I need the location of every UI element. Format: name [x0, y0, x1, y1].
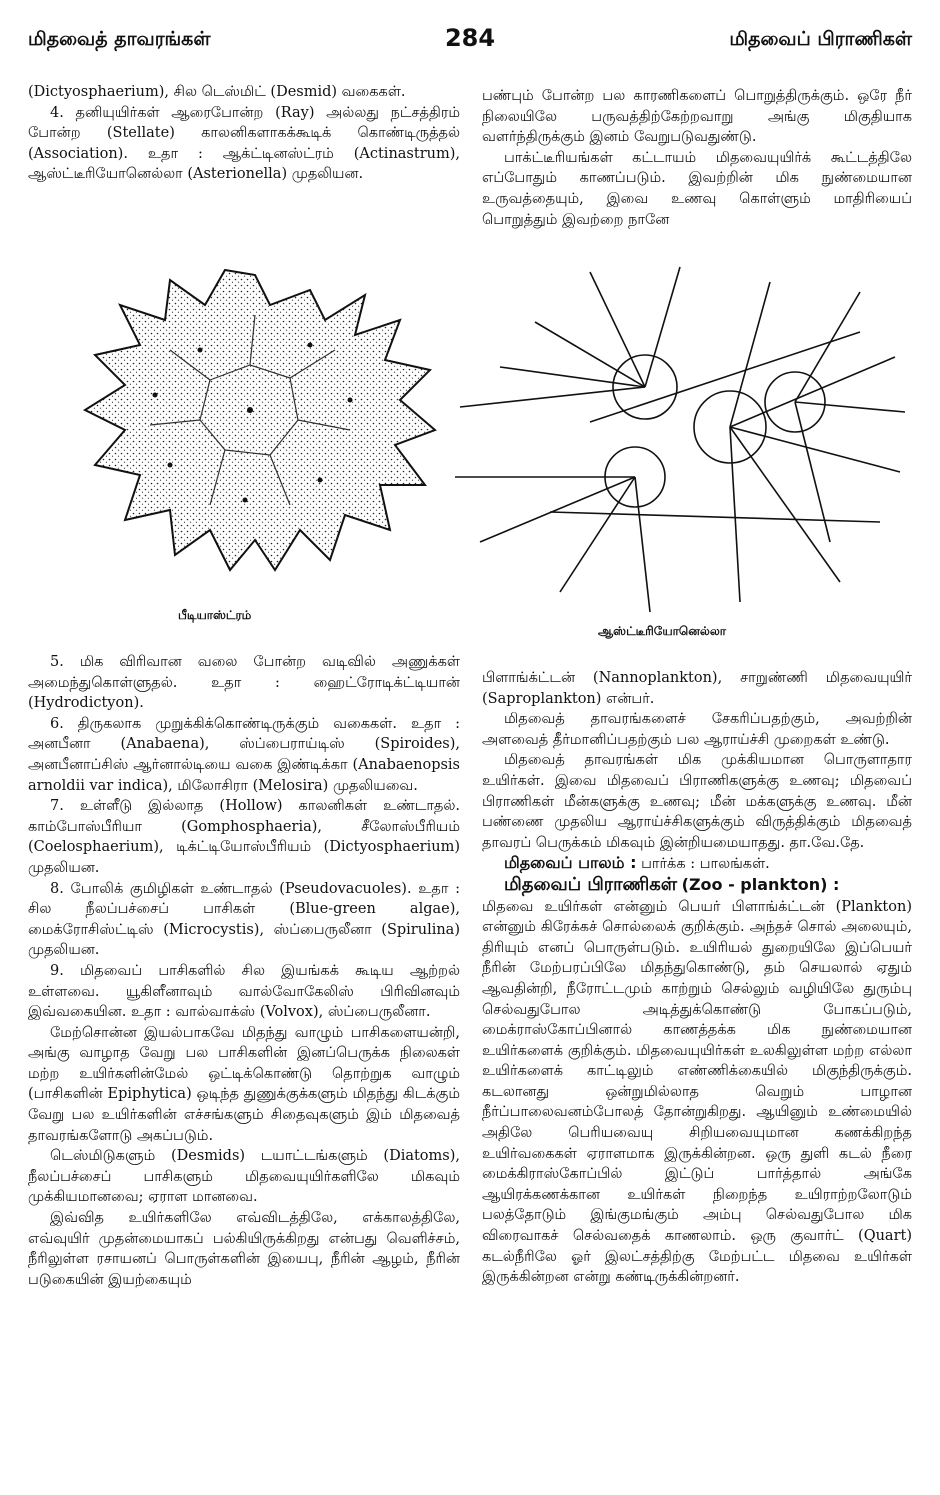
entry-crossref: பார்க்க : பாலங்கள். [641, 856, 770, 873]
paragraph: மிதவைத் தாவரங்களைச் சேகரிப்பதற்கும், அவற்றின் அளவைத் தீர்மானிப்பதற்கும் பல ஆராய்ச்சி முறைகள் உண்டு. [482, 711, 912, 748]
pediastrum-illustration [60, 260, 450, 590]
entry-heading: மிதவைப் பாலம் : [504, 853, 637, 873]
text-column-top-left [28, 82, 460, 185]
paragraph: 5. மிக விரிவான வலை போன்ற வடிவில் அணுக்கள் அமைந்துகொள்ளுதல். உதா : ஹைட்ரோடிக்ட்டியான் (Hydrodictyon). [28, 654, 460, 712]
paragraph: பிளாங்க்ட்டன் (Nannoplankton), சாறுண்ணி மிதவையுயிர் (Saproplankton) என்பர். [482, 670, 912, 707]
paragraph: (Dictyosphaerium), சில டெஸ்மிட் (Desmid) வகைகள். [28, 84, 406, 100]
paragraph: 4. தனியுயிர்கள் ஆரைபோன்ற (Ray) அல்லது நட்சத்திரம் போன்ற (Stellate) காலனிகளாகக்கூடிக் கொண்டிருத்தல் (Association). உதா : ஆக்ட்டினஸ்ட்ரம் (Actinastrum), ஆஸ்ட்டீரியோனெல்லா (Asterionella) முதலியன. [28, 104, 460, 183]
page-header [28, 22, 912, 62]
page-number: 284 [444, 24, 496, 52]
paragraph: 7. உள்ளீடு இல்லாத (Hollow) காலனிகள் உண்டாதல். காம்போஸ்பீரியா (Gomphosphaeria), சீலோஸ்பீரியம் (Coelosphaerium), டிக்ட்டியோஸ்பீரியம் (Dictyosphaerium) முதலியன. [28, 798, 460, 876]
text-column-bottom-right [482, 668, 912, 1288]
text-column-top-right [482, 86, 912, 230]
entry-heading-english: (Zoo - plankton) : [681, 874, 840, 894]
asterionella-illustration [440, 262, 910, 622]
paragraph: மிதவை உயிர்கள் என்னும் பெயர் பிளாங்க்ட்டன் (Plankton) என்னும் கிரேக்கச் சொல்லைக் குறிக்கும். அந்தச் சொல் அலையும், திரியும் எனப் பொருள்படும். உயிரியல் துறையிலே இப்பெயர் நீரின் மேற்பரப்பிலே மிதந்துகொண்டு, தம் செயலால் ஏதும் ஆவதின்றி, நீரோட்டமும் காற்றும் செல்லும் வழியிலே துரும்பு செல்வதுபோல அடித்துக்கொண்டு போகப்படும், மைக்ராஸ்கோப்பினால் காணத்தக்க மிக நுண்மையான உயிர்களைக் குறிக்கும். மிதவையுயிர்கள் உலகிலுள்ள மற்ற எல்லா உயிர்களைக் காட்டிலும் எண்ணிக்கையில் மிகுந்திருக்கும். கடலானது ஒன்றுமில்லாத வெறும் பாழான நீர்ப்பாலைவனம்போலத் தோன்றுகிறது. ஆயினும் உண்மையில் அதிலே பெரியவையு சிறியவையுமான கணக்கிறந்த உயிர்வகைகள் ஏராளமாக இருக்கின்றன. ஒரு துளி கடல் நீரை மைக்கிராஸ்கோப்பில் இட்டுப் பார்த்தால் அங்கே ஆயிரக்கணக்கான உயிர்கள் நிறைந்த உயிராற்றலோடும் பலத்தோடும் இங்குமங்கும் அம்பு செல்வதுபோல மிக விரைவாகச் செல்வதைக் காணலாம். ஒரு குவார்ட் (Quart) கடல்நீரிலே ஓர் இலட்சத்திற்கு மேற்பட்ட மிதவை உயிர்கள் இருக்கின்றன என்று கண்டிருக்கின்றனர். [482, 898, 912, 1286]
paragraph: 9. மிதவைப் பாசிகளில் சில இயங்கக் கூடிய ஆற்றல் உள்ளவை. யூகிளீனாவும் வால்வோகேலிஸ் பிரிவினவும் இவ்வகையின. உதா : வால்வாக்ஸ் (Volvox), ஸ்ப்பைருலீனா. [28, 962, 460, 1021]
paragraph: இவ்வித உயிர்களிலே எவ்விடத்திலே, எக்காலத்திலே, எவ்வுயிர் முதன்மையாகப் பல்கியிருக்கிறது என்பது வெளிச்சம், நீரிலுள்ள ரசாயனப் பொருள்களின் இயைபு, நீரின் ஆழம், நீரின் படுகையின் இயற்கையும் [28, 1210, 460, 1288]
figure-caption-asterionella: ஆஸ்ட்டீரியோனெல்லா [598, 624, 727, 638]
figure-caption-pediastrum: பீடியாஸ்ட்ரம் [178, 608, 252, 622]
paragraph: 6. திருகலாக முறுக்கிக்கொண்டிருக்கும் வகைகள். உதா : அனபீனா (Anabaena), ஸ்ப்பைராய்டிஸ் (Spiroides), அனபீனாப்சிஸ் ஆர்னால்டியை வகை இண்டிக்கா (Anabaenopsis arnoldii var indica), மிலோசிரா (Melosira) முதலியவை. [28, 715, 460, 794]
entry-zooplankton [482, 875, 912, 897]
running-head-right: மிதவைப் பிராணிகள் [729, 28, 912, 50]
running-head-left: மிதவைத் தாவரங்கள் [28, 28, 211, 50]
paragraph: பாக்ட்டீரியங்கள் கட்டாயம் மிதவையுயிர்க் கூட்டத்திலே எப்போதும் காணப்படும். இவற்றின் மிக நுண்மையான உருவத்தையும், இவை உணவு கொள்ளும் மாதிரியைப் பொறுத்தும் இவற்றை நானே [482, 149, 912, 228]
paragraph: மேற்சொன்ன இயல்பாகவே மிதந்து வாழும் பாசிகளையன்றி, அங்கு வாழாத வேறு பல பாசிகளின் இனப்பெருக்க நிலைகள் மற்ற உயிர்களின்மேல் ஒட்டிக்கொண்டு தொற்றுக வாழும் (பாசிகளின் Epiphytica) ஒடிந்த துணுக்குக்களும் மிதந்து கிடக்கும் வேறு பல உயிர்களின் எச்சங்களும் சிதைவுகளும் இம் மிதவைத் தாவரங்களோடு அகப்படும். [28, 1024, 460, 1144]
paragraph: டெஸ்மிடுகளும் (Desmids) டயாட்டங்களும் (Diatoms), நீலப்பச்சைப் பாசிகளும் மிதவையுயிர்களிலே மிகவும் முக்கியமானவை; ஏராள மானவை. [28, 1148, 460, 1206]
paragraph: மிதவைத் தாவரங்கள் மிக முக்கியமான பொருளாதார உயிர்கள். இவை மிதவைப் பிராணிகளுக்கு உணவு; மிதவைப் பிராணிகள் மீன்களுக்கு உணவு; மீன் மக்களுக்கு உணவு. மீன் பண்ணை முதலிய ஆராய்ச்சிகளுக்கும் விருத்திக்கும் மிதவைத் தாவரப் பெருக்கம் மிகவும் இன்றியமையாதது. தா.வே.தே. [482, 752, 912, 851]
entry-heading: மிதவைப் பிராணிகள் [504, 873, 678, 895]
paragraph: 8. போலிக் குமிழிகள் உண்டாதல் (Pseudovacuoles). உதா : சில நீலப்பச்சைப் பாசிகள் (Blue-green algae), மைக்ரோசிஸ்ட்டிஸ் (Microcystis), ஸ்ப்பைருலீனா (Spirulina) முதலியன. [28, 880, 460, 959]
entry-palam [482, 853, 912, 875]
text-column-bottom-left [28, 652, 460, 1290]
paragraph: பண்பும் போன்ற பல காரணிகளைப் பொறுத்திருக்கும். ஒரே நீர் நிலையிலே பருவத்திற்கேற்றவாறு அங்கு மிகுதியாக வளர்ந்திருக்கும் இனம் வேறுபடுவதுண்டு. [482, 88, 912, 146]
